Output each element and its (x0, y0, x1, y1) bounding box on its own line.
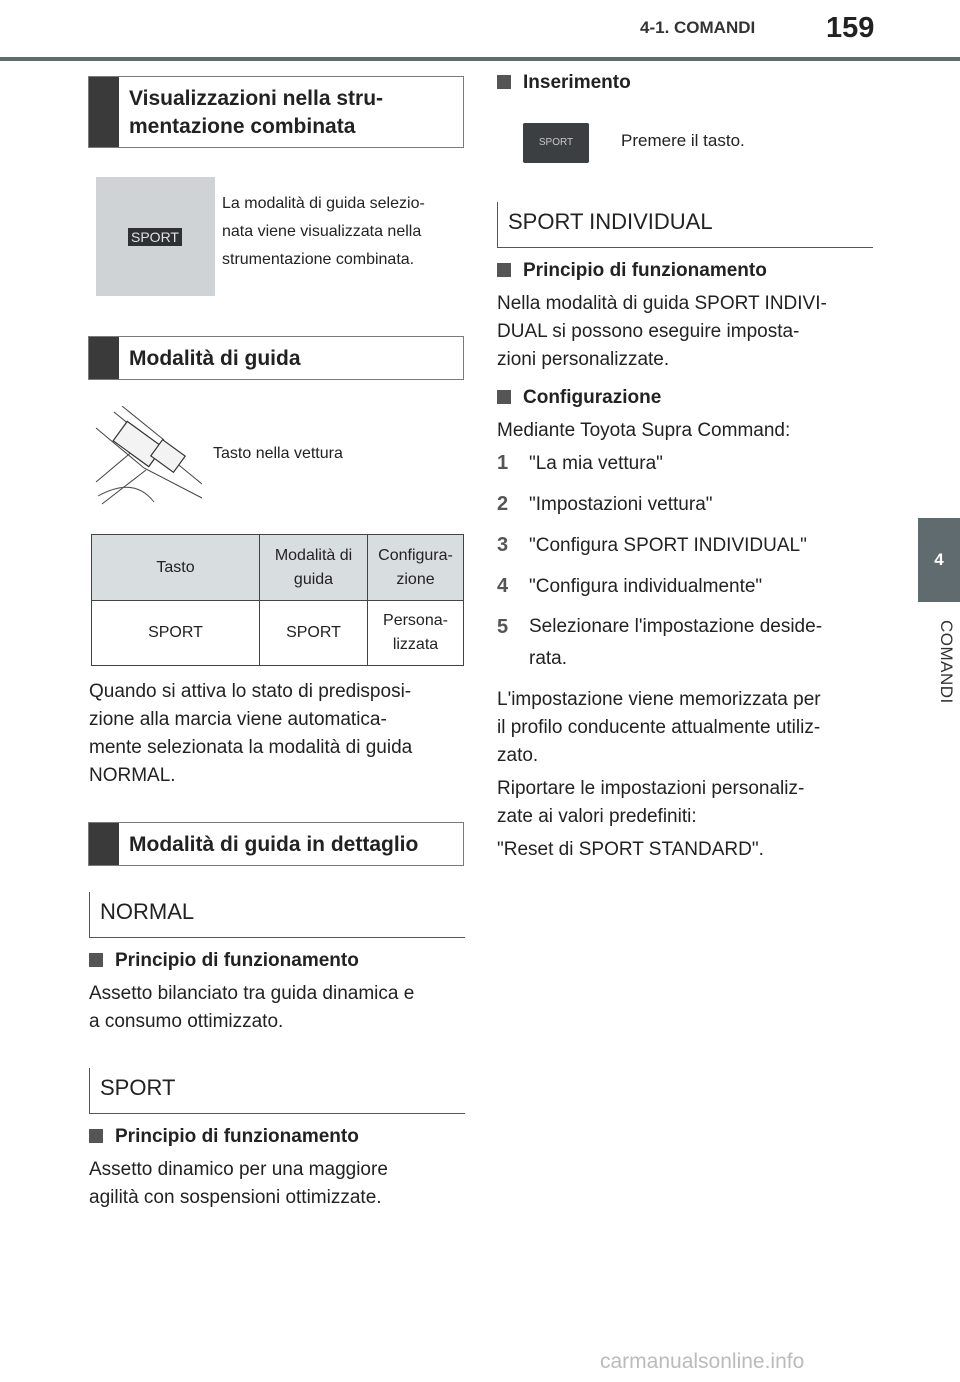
heading-bar (89, 823, 119, 865)
subheading (497, 387, 661, 409)
step-text: "Configura SPORT INDIVIDUAL" (529, 535, 807, 556)
section-heading-details (88, 822, 464, 866)
step-text: "La mia vettura" (529, 453, 663, 474)
step-item (497, 613, 887, 675)
step-text: "Configura individualmente" (529, 576, 763, 597)
press-instruction: Premere il tasto. (621, 131, 745, 150)
watermark: carmanualsonline.info (600, 1350, 805, 1373)
step-text: "Impostazioni vettura" (529, 494, 713, 515)
page-number: 159 (826, 12, 875, 44)
heading-bar (89, 77, 119, 147)
display-description: La modalità di guida selezio- nata viene visualizzata nella strumentazione combinata. (222, 195, 425, 268)
heading-text: Visualizzazioni nella stru- mentazione combinata (129, 87, 384, 138)
subheading-text: Principio di funzionamento (115, 1126, 359, 1147)
table-cell: SPORT (92, 601, 260, 666)
activation-note: Quando si attiva lo stato di predisposi- zione alla marcia viene automatica- mente selezionata la modalità di guida NORMAL. (89, 681, 413, 786)
table-header-cell: Modalità di guida (260, 535, 368, 601)
table-cell: Persona- lizzata (368, 601, 464, 666)
display-illustration (96, 177, 215, 296)
section-title: 4-1. COMANDI (640, 18, 756, 37)
step-item (497, 449, 887, 478)
table-row (92, 601, 464, 666)
sport-indicator: SPORT (128, 228, 182, 246)
step-text: Selezionare l'impostazione deside- rata. (529, 616, 823, 669)
normal-description: Assetto bilanciato tra guida dinamica e a consumo ottimizzato. (89, 983, 415, 1032)
subheading-text: Principio di funzionamento (115, 950, 359, 971)
subheading-text: Principio di funzionamento (523, 260, 767, 281)
mode-heading-sport: SPORT (89, 1068, 465, 1114)
step-number: 2 (497, 493, 509, 515)
step-number: 5 (497, 616, 509, 638)
mode-heading-individual: SPORT INDIVIDUAL (497, 202, 873, 248)
section-heading-display (88, 76, 464, 148)
reset-note: Riportare le impostazioni personaliz- zate ai valori predefiniti: (497, 778, 805, 827)
reset-command: "Reset di SPORT STANDARD". (497, 839, 764, 860)
heading-text: Modalità di guida (129, 347, 301, 370)
chapter-label: COMANDI (937, 620, 956, 704)
table-header-row (92, 535, 464, 601)
table-header-cell: Tasto (92, 535, 260, 601)
step-number: 4 (497, 575, 509, 597)
subheading (89, 1126, 359, 1148)
button-caption: Tasto nella vettura (213, 445, 343, 462)
step-item (497, 572, 887, 601)
chapter-tab: 4 (918, 518, 960, 602)
sport-button-illustration (94, 406, 202, 510)
step-number: 3 (497, 534, 509, 556)
configuration-intro: Mediante Toyota Supra Command: (497, 420, 791, 441)
subheading-text: Inserimento (523, 72, 631, 93)
step-item (497, 531, 887, 560)
subheading (497, 72, 631, 94)
subheading-text: Configurazione (523, 387, 662, 408)
step-number: 1 (497, 452, 509, 474)
section-heading-modes (88, 336, 464, 380)
individual-description: Nella modalità di guida SPORT INDIVI- DUAL si possono eseguire imposta- zioni personalizzate. (497, 293, 827, 370)
storage-note: L'impostazione viene memorizzata per il profilo conducente attualmente utiliz- zato. (497, 689, 821, 766)
table-header-cell: Configura- zione (368, 535, 464, 601)
modes-table (91, 534, 464, 666)
square-bullet-icon (497, 263, 511, 277)
step-item (497, 490, 887, 519)
heading-text: Modalità di guida in dettaglio (129, 833, 419, 856)
table-cell: SPORT (260, 601, 368, 666)
square-bullet-icon (89, 1129, 103, 1143)
heading-bar (89, 337, 119, 379)
square-bullet-icon (497, 75, 511, 89)
header-rule (0, 57, 960, 61)
sport-description: Assetto dinamico per una maggiore agilità con sospensioni ottimizzate. (89, 1159, 388, 1208)
subheading (89, 950, 359, 972)
square-bullet-icon (89, 953, 103, 967)
sport-button-icon: SPORT (523, 123, 589, 163)
square-bullet-icon (497, 390, 511, 404)
mode-heading-normal: NORMAL (89, 892, 465, 938)
subheading (497, 260, 767, 282)
